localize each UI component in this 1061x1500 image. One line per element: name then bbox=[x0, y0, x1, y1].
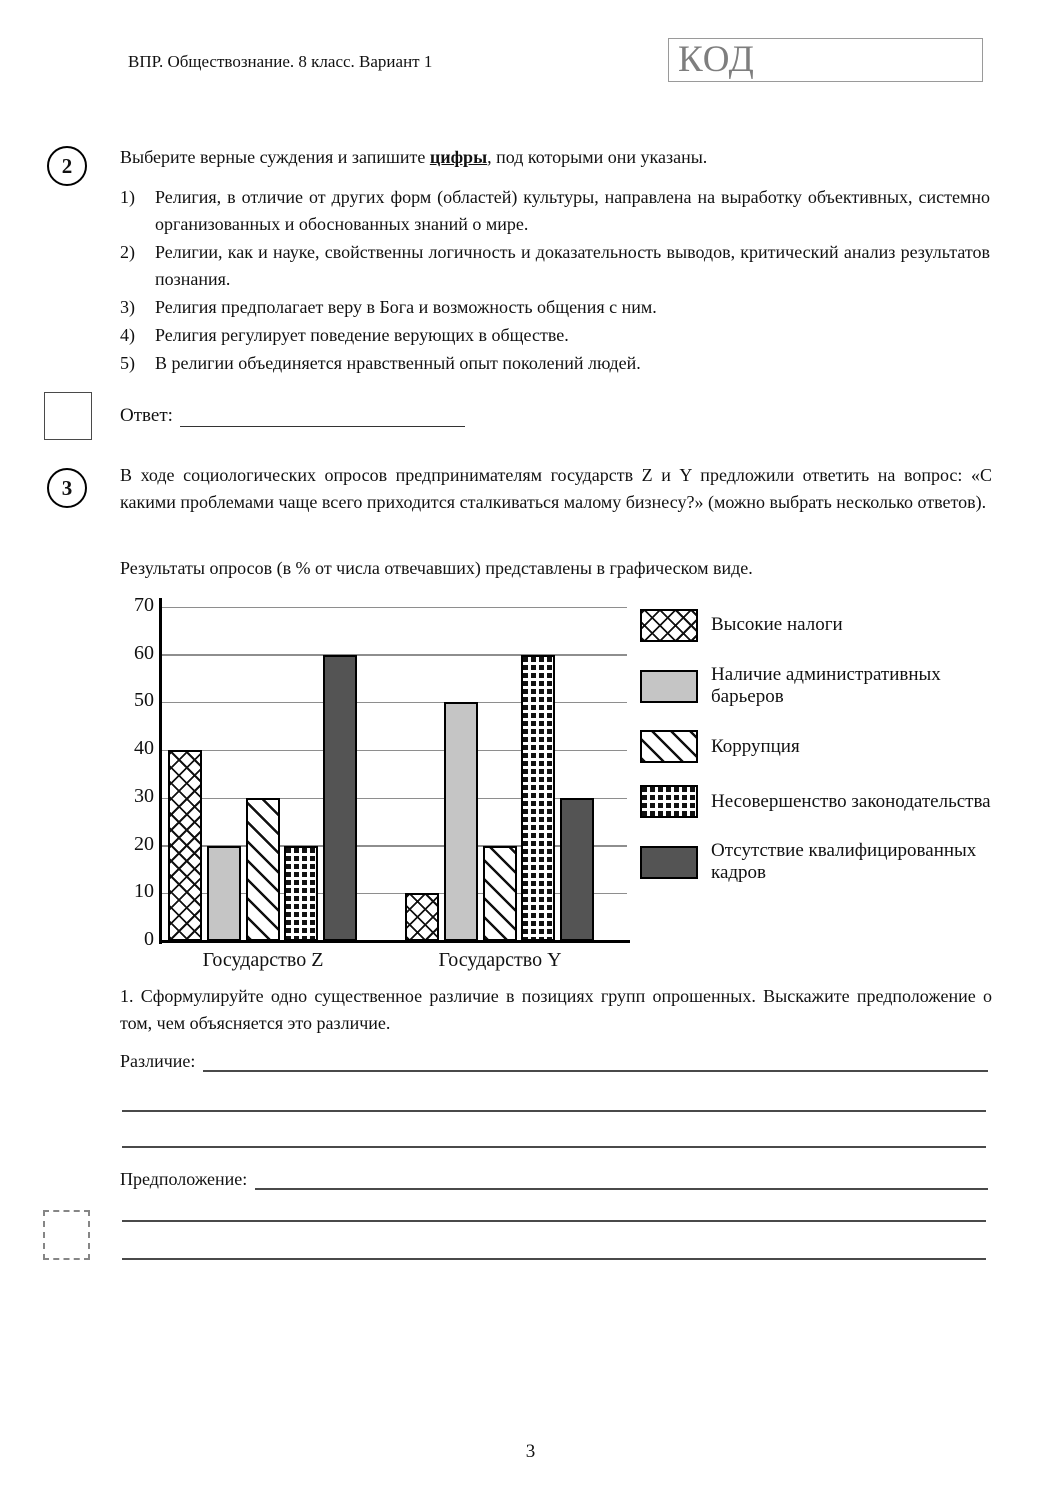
bar-state-y-5 bbox=[560, 798, 594, 941]
statement-number: 4) bbox=[120, 325, 135, 345]
statement-text: Религия регулирует поведение верующих в обществе. bbox=[155, 325, 569, 345]
legend-label: Высокие налоги bbox=[711, 614, 843, 636]
y-axis-tick-label: 40 bbox=[134, 737, 154, 760]
question-2-number-badge: 2 bbox=[47, 146, 87, 186]
bar-state-y-2 bbox=[444, 702, 478, 941]
answer-row bbox=[120, 404, 465, 427]
bar-chart bbox=[120, 595, 1010, 987]
assumption-write-line bbox=[255, 1166, 988, 1190]
statement-text: Религии, как и науке, свойственны логичность и доказательность выводов, критический анализ результатов познания. bbox=[155, 242, 990, 289]
statement-number: 5) bbox=[120, 353, 135, 373]
legend-label: Наличие административных барьеров bbox=[711, 664, 941, 708]
statement-item bbox=[120, 239, 990, 293]
statement-number: 1) bbox=[120, 187, 135, 207]
legend-swatch-solid-dark bbox=[640, 846, 698, 879]
bar-state-z-3 bbox=[246, 798, 280, 941]
statement-item bbox=[120, 322, 990, 349]
legend-swatch-grid bbox=[640, 785, 698, 818]
legend-swatch-solid-light bbox=[640, 670, 698, 703]
gridline bbox=[162, 607, 627, 608]
gridline bbox=[162, 654, 627, 655]
code-box-label: КОД bbox=[678, 39, 755, 80]
legend-item bbox=[640, 609, 1001, 642]
statement-number: 3) bbox=[120, 297, 135, 317]
statement-item bbox=[120, 294, 990, 321]
instruction-post: , под которыми они указаны. bbox=[487, 147, 708, 167]
bar-state-y-4 bbox=[521, 655, 555, 941]
gridline bbox=[162, 702, 627, 703]
legend-label: Несовершенство законодательства bbox=[711, 790, 991, 812]
page-header-title: ВПР. Обществознание. 8 класс. Вариант 1 bbox=[128, 52, 433, 71]
question-3-intro: В ходе социологических опросов предпринимателям государств Z и Y предложили ответить на вопрос: «С какими проблемами чаще всего приходится сталкиваться малому бизнесу?» (можно выбрать несколько ответов). bbox=[120, 465, 992, 512]
legend-item bbox=[640, 840, 1001, 884]
gridline bbox=[162, 798, 627, 799]
chart-legend bbox=[640, 609, 1001, 884]
assumption-row bbox=[120, 1166, 988, 1190]
legend-item bbox=[640, 730, 1001, 763]
legend-item bbox=[640, 785, 1001, 818]
legend-label: Отсутствие квалифицированных кадров bbox=[711, 840, 977, 884]
statement-item bbox=[120, 184, 990, 238]
bar-state-z-5 bbox=[323, 655, 357, 941]
results-note: Результаты опросов (в % от числа отвечавших) представлены в графическом виде. bbox=[120, 558, 753, 578]
y-axis-tick-label: 0 bbox=[144, 928, 154, 950]
statement-text: В религии объединяется нравственный опыт поколений людей. bbox=[155, 353, 641, 373]
x-axis-category-label: Государство Y bbox=[438, 949, 562, 971]
write-line bbox=[122, 1258, 986, 1260]
answer-write-line bbox=[180, 404, 465, 427]
legend-item bbox=[640, 664, 1001, 708]
statement-text: Религия, в отличие от других форм (областей) культуры, направлена на выработку объективных, системно организованных и обоснованных знаний о мире. bbox=[155, 187, 990, 234]
bar-state-y-1 bbox=[405, 893, 439, 941]
y-axis-tick-label: 70 bbox=[134, 594, 154, 616]
x-axis-category-label: Государство Z bbox=[202, 949, 324, 971]
bar-state-z-2 bbox=[207, 846, 241, 941]
statement-number: 2) bbox=[120, 242, 135, 262]
difference-write-line bbox=[203, 1048, 988, 1072]
difference-row bbox=[120, 1048, 988, 1072]
bar-state-y-3 bbox=[483, 846, 517, 941]
assumption-label: Предположение: bbox=[120, 1169, 248, 1189]
code-box bbox=[668, 38, 983, 82]
score-box-dashed bbox=[43, 1210, 90, 1260]
statement-item bbox=[120, 350, 990, 377]
write-line bbox=[122, 1110, 986, 1112]
difference-label: Различие: bbox=[120, 1051, 196, 1071]
write-line bbox=[122, 1220, 986, 1222]
subquestion-text: 1. Сформулируйте одно существенное различие в позициях групп опрошенных. Выскажите предположение о том, чем объясняется это различие. bbox=[120, 986, 992, 1033]
question-3-number-badge: 3 bbox=[47, 468, 87, 508]
q2-statements bbox=[120, 184, 990, 377]
instruction-pre: Выберите верные суждения и запишите bbox=[120, 147, 430, 167]
legend-swatch-diagonal bbox=[640, 730, 698, 763]
y-axis-tick-label: 30 bbox=[134, 784, 154, 807]
y-axis-tick-label: 10 bbox=[134, 880, 154, 903]
bar-state-z-4 bbox=[284, 846, 318, 941]
chart-plot bbox=[134, 594, 627, 971]
bar-state-z-1 bbox=[168, 750, 202, 941]
y-axis-tick-label: 50 bbox=[134, 689, 154, 712]
question-2-instruction bbox=[120, 144, 990, 171]
legend-swatch-crosshatch bbox=[640, 609, 698, 642]
page-number: 3 bbox=[525, 1441, 536, 1462]
legend-label: Коррупция bbox=[711, 735, 800, 757]
write-line bbox=[122, 1146, 986, 1148]
score-box bbox=[44, 392, 92, 440]
y-axis-tick-label: 20 bbox=[134, 832, 154, 855]
y-axis-tick-label: 60 bbox=[134, 641, 154, 664]
question-2-block bbox=[120, 144, 990, 378]
answer-label: Ответ: bbox=[120, 405, 173, 426]
gridline bbox=[162, 750, 627, 751]
instruction-keyword: цифры bbox=[429, 147, 488, 167]
statement-text: Религия предполагает веру в Бога и возможность общения с ним. bbox=[155, 297, 657, 317]
